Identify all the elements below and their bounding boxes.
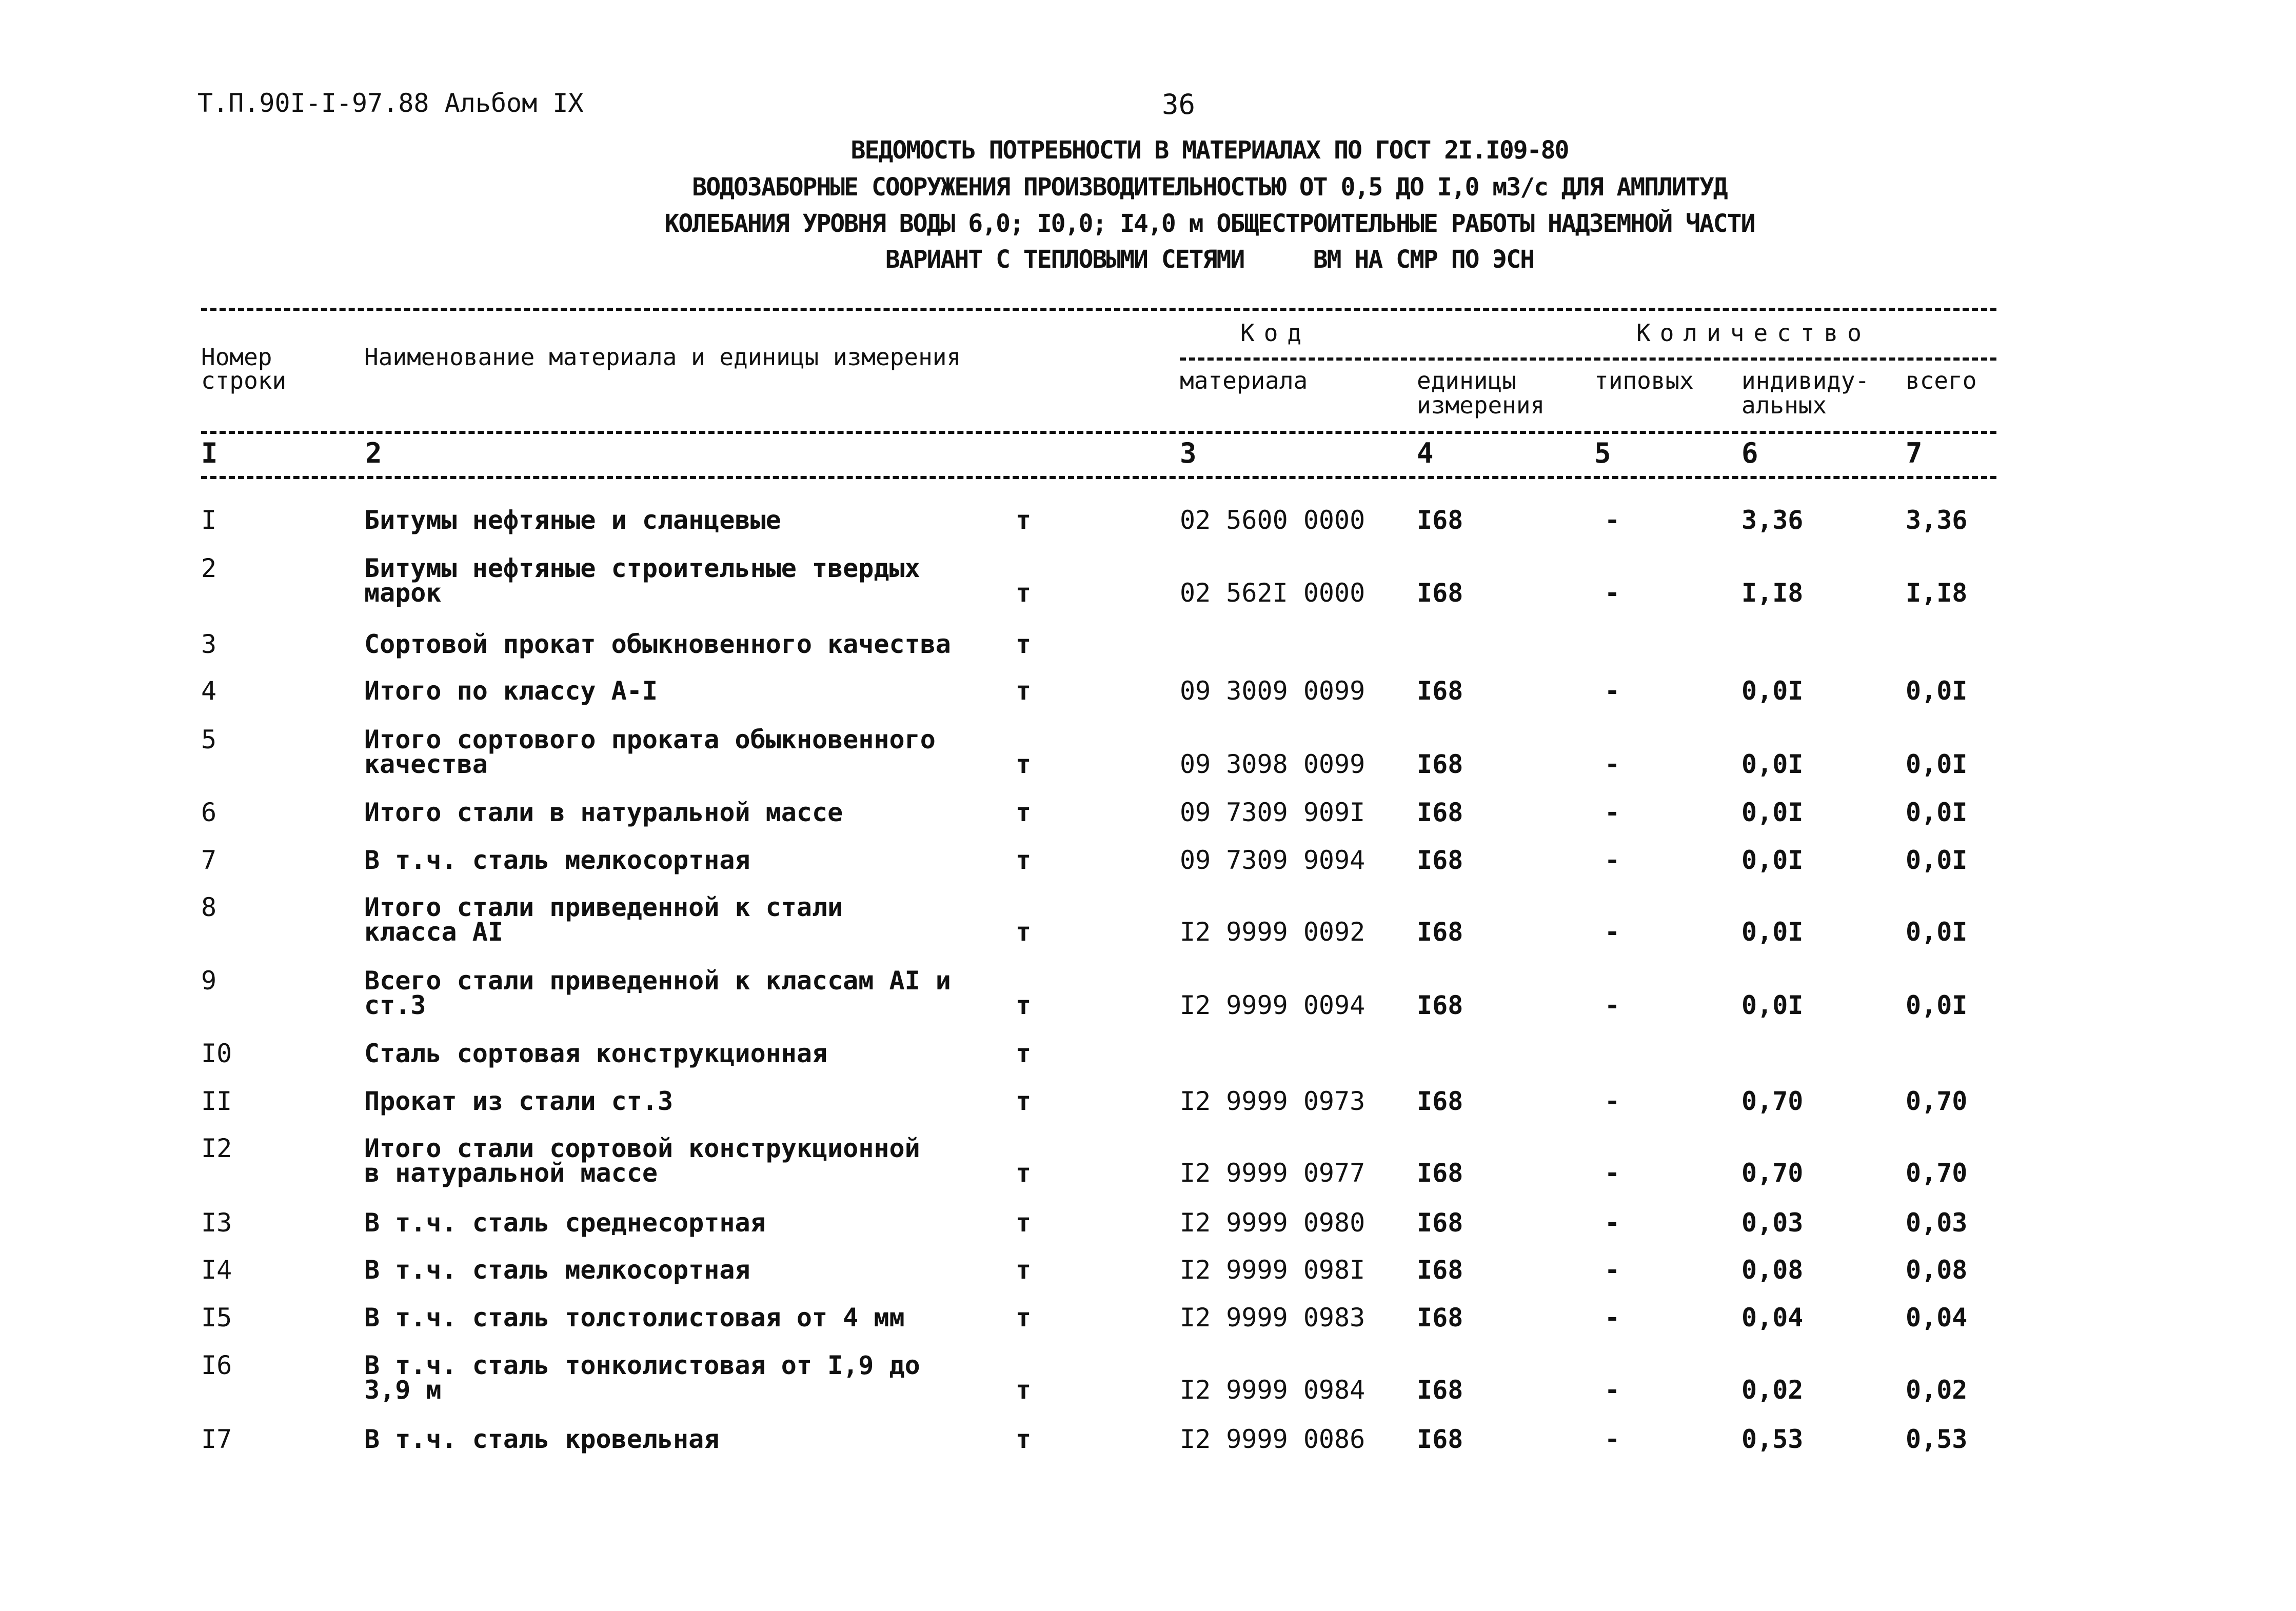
qty-total: 0,02 (1906, 1375, 1968, 1405)
material-name: В т.ч. сталь кровельная (364, 1424, 720, 1454)
header-code-material: материала (1180, 367, 1308, 394)
material-name: Битумы нефтяные строительные твердых (364, 553, 920, 583)
row-number: I6 (201, 1350, 232, 1380)
row-number: 2 (201, 553, 217, 583)
material-code: I2 9999 0086 (1180, 1424, 1365, 1454)
row-number: 3 (201, 629, 217, 659)
material-name: Битумы нефтяные и сланцевые (364, 505, 781, 535)
header-qty-total: всего (1906, 367, 1977, 394)
unit-code: I68 (1417, 990, 1463, 1020)
qty-individual: 0,0I (1741, 676, 1804, 706)
header-code-unit-1: единицы (1417, 367, 1516, 394)
material-code: 02 5600 0000 (1180, 505, 1365, 535)
qty-total: 0,03 (1906, 1208, 1968, 1238)
qty-total: I,I8 (1906, 578, 1968, 608)
qty-typical: - (1605, 845, 1620, 875)
qty-individual: 0,53 (1741, 1424, 1804, 1454)
qty-individual: 0,0I (1741, 845, 1804, 875)
unit-code: I68 (1417, 798, 1463, 827)
qty-total: 0,0I (1906, 749, 1968, 779)
material-code: I2 9999 098I (1180, 1255, 1365, 1285)
qty-typical: - (1605, 676, 1620, 706)
unit-code: I68 (1417, 578, 1463, 608)
material-code: 09 7309 9094 (1180, 845, 1365, 875)
material-code: I2 9999 0980 (1180, 1208, 1365, 1238)
qty-typical: - (1605, 798, 1620, 827)
qty-individual: 3,36 (1741, 505, 1804, 535)
qty-typical: - (1605, 1255, 1620, 1285)
qty-individual: 0,70 (1741, 1158, 1804, 1188)
column-number-6: 6 (1741, 437, 1758, 469)
material-name: в натуральной массе (364, 1158, 658, 1188)
unit-of-measure: т (1016, 676, 1032, 706)
row-number: 4 (201, 676, 217, 706)
qty-total: 0,0I (1906, 798, 1968, 827)
unit-of-measure: т (1016, 1375, 1032, 1405)
header-row-number-1: Номер (201, 343, 272, 371)
qty-typical: - (1605, 1424, 1620, 1454)
qty-total: 0,0I (1906, 676, 1968, 706)
header-qty-individual-1: индивиду- (1741, 367, 1870, 394)
unit-code: I68 (1417, 1158, 1463, 1188)
qty-typical: - (1605, 578, 1620, 608)
column-number-7: 7 (1906, 437, 1923, 469)
material-name: Прокат из стали ст.3 (364, 1086, 674, 1116)
material-name: Итого по классу А-I (364, 676, 658, 706)
unit-code: I68 (1417, 1303, 1463, 1332)
page-number: 36 (1162, 88, 1196, 121)
qty-typical: - (1605, 1303, 1620, 1332)
material-name: 3,9 м (364, 1375, 442, 1405)
material-code: 09 3098 0099 (1180, 749, 1365, 779)
qty-total: 0,08 (1906, 1255, 1968, 1285)
unit-code: I68 (1417, 749, 1463, 779)
column-number-3: 3 (1180, 437, 1197, 469)
unit-of-measure: т (1016, 917, 1032, 947)
header-qty-typical: типовых (1594, 367, 1694, 394)
unit-of-measure: т (1016, 1208, 1032, 1238)
qty-individual: I,I8 (1741, 578, 1804, 608)
material-code: I2 9999 0983 (1180, 1303, 1365, 1332)
qty-typical: - (1605, 990, 1620, 1020)
material-code: I2 9999 0973 (1180, 1086, 1365, 1116)
qty-individual: 0,03 (1741, 1208, 1804, 1238)
row-number: I5 (201, 1303, 232, 1332)
qty-total: 0,53 (1906, 1424, 1968, 1454)
material-code: 09 7309 909I (1180, 798, 1365, 827)
qty-typical: - (1605, 1086, 1620, 1116)
unit-of-measure: т (1016, 845, 1032, 875)
unit-of-measure: т (1016, 1424, 1032, 1454)
qty-individual: 0,08 (1741, 1255, 1804, 1285)
material-name: Сортовой прокат обыкновенного качества (364, 629, 951, 659)
unit-of-measure: т (1016, 505, 1032, 535)
qty-individual: 0,0I (1741, 749, 1804, 779)
row-number: I0 (201, 1039, 232, 1068)
header-row-number-2: строки (201, 367, 287, 394)
qty-individual: 0,04 (1741, 1303, 1804, 1332)
material-name: В т.ч. сталь мелкосортная (364, 845, 750, 875)
row-number: II (201, 1086, 232, 1116)
unit-code: I68 (1417, 505, 1463, 535)
qty-typical: - (1605, 1158, 1620, 1188)
unit-code: I68 (1417, 845, 1463, 875)
row-number: 5 (201, 725, 217, 754)
qty-typical: - (1605, 505, 1620, 535)
header-code-group: Код (1240, 319, 1311, 347)
material-code: 02 562I 0000 (1180, 578, 1365, 608)
unit-of-measure: т (1016, 798, 1032, 827)
unit-code: I68 (1417, 1424, 1463, 1454)
row-number: I2 (201, 1133, 232, 1163)
material-name: ст.3 (364, 990, 426, 1020)
header-mid-rule (201, 431, 1996, 434)
unit-code: I68 (1417, 1375, 1463, 1405)
qty-total: 0,0I (1906, 990, 1968, 1020)
material-code: I2 9999 0094 (1180, 990, 1365, 1020)
row-number: 6 (201, 798, 217, 827)
qty-total: 0,0I (1906, 917, 1968, 947)
unit-of-measure: т (1016, 578, 1032, 608)
unit-of-measure: т (1016, 1158, 1032, 1188)
qty-total: 0,70 (1906, 1158, 1968, 1188)
qty-typical: - (1605, 1375, 1620, 1405)
material-name: Итого стали сортовой конструкционной (364, 1133, 920, 1163)
material-name: В т.ч. сталь тонколистовая от I,9 до (364, 1350, 920, 1380)
unit-of-measure: т (1016, 1039, 1032, 1068)
row-number: 8 (201, 892, 217, 922)
header-material-name: Наименование материала и единицы измерения (364, 343, 961, 371)
unit-code: I68 (1417, 1086, 1463, 1116)
unit-of-measure: т (1016, 749, 1032, 779)
unit-of-measure: т (1016, 990, 1032, 1020)
unit-of-measure: т (1016, 1255, 1032, 1285)
document-id: Т.П.90I-I-97.88 Альбом IX (197, 88, 584, 118)
row-number: I7 (201, 1424, 232, 1454)
qty-total: 0,0I (1906, 845, 1968, 875)
qty-total: 0,04 (1906, 1303, 1968, 1332)
row-number: 7 (201, 845, 217, 875)
row-number: I4 (201, 1255, 232, 1285)
qty-individual: 0,0I (1741, 917, 1804, 947)
material-name: В т.ч. сталь мелкосортная (364, 1255, 750, 1285)
material-name: Итого стали в натуральной массе (364, 798, 843, 827)
material-name: Сталь сортовая конструкционная (364, 1039, 828, 1068)
material-name: В т.ч. сталь толстолистовая от 4 мм (364, 1303, 905, 1332)
unit-of-measure: т (1016, 1086, 1032, 1116)
qty-typical: - (1605, 1208, 1620, 1238)
material-name: Итого стали приведенной к стали (364, 892, 843, 922)
material-name: Всего стали приведенной к классам АI и (364, 966, 951, 996)
row-number: I3 (201, 1208, 232, 1238)
qty-individual: 0,0I (1741, 798, 1804, 827)
header-code-unit-2: измерения (1417, 391, 1545, 419)
unit-of-measure: т (1016, 629, 1032, 659)
header-group-rule (1180, 357, 1996, 361)
unit-code: I68 (1417, 1255, 1463, 1285)
column-number-5: 5 (1594, 437, 1611, 469)
header-top-rule (201, 308, 1996, 311)
row-number: 9 (201, 966, 217, 996)
column-number-2: 2 (365, 437, 382, 469)
title-line-1: ВЕДОМОСТЬ ПОТРЕБНОСТИ В МАТЕРИАЛАХ ПО ГОСТ 2I.I09-80 (850, 136, 1569, 165)
unit-code: I68 (1417, 1208, 1463, 1238)
title-line-4: ВАРИАНТ С ТЕПЛОВЫМИ СЕТЯМИ ВМ НА СМР ПО ЭСН (885, 245, 1534, 274)
qty-typical: - (1605, 749, 1620, 779)
material-name: Итого сортового проката обыкновенного (364, 725, 936, 754)
material-code: I2 9999 0984 (1180, 1375, 1365, 1405)
material-name: В т.ч. сталь среднесортная (364, 1208, 766, 1238)
material-name: марок (364, 578, 442, 608)
material-code: I2 9999 0092 (1180, 917, 1365, 947)
material-name: класса АI (364, 917, 503, 947)
material-code: I2 9999 0977 (1180, 1158, 1365, 1188)
title-line-2: ВОДОЗАБОРНЫЕ СООРУЖЕНИЯ ПРОИЗВОДИТЕЛЬНОСТЬЮ ОТ 0,5 ДО I,0 м3/с ДЛЯ АМПЛИТУД (692, 173, 1727, 202)
qty-total: 3,36 (1906, 505, 1968, 535)
unit-of-measure: т (1016, 1303, 1032, 1332)
header-quantity-group: Количество (1636, 319, 1871, 347)
material-code: 09 3009 0099 (1180, 676, 1365, 706)
qty-individual: 0,0I (1741, 990, 1804, 1020)
unit-code: I68 (1417, 917, 1463, 947)
material-name: качества (364, 749, 488, 779)
qty-individual: 0,02 (1741, 1375, 1804, 1405)
row-number: I (201, 505, 217, 535)
header-qty-individual-2: альных (1741, 391, 1827, 419)
header-bottom-rule (201, 476, 1996, 479)
column-number-1: I (201, 437, 218, 469)
title-line-3: КОЛЕБАНИЯ УРОВНЯ ВОДЫ 6,0; I0,0; I4,0 м ОБЩЕСТРОИТЕЛЬНЫЕ РАБОТЫ НАДЗЕМНОЙ ЧАСТИ (664, 209, 1755, 238)
unit-code: I68 (1417, 676, 1463, 706)
column-number-4: 4 (1417, 437, 1434, 469)
qty-total: 0,70 (1906, 1086, 1968, 1116)
qty-typical: - (1605, 917, 1620, 947)
qty-individual: 0,70 (1741, 1086, 1804, 1116)
